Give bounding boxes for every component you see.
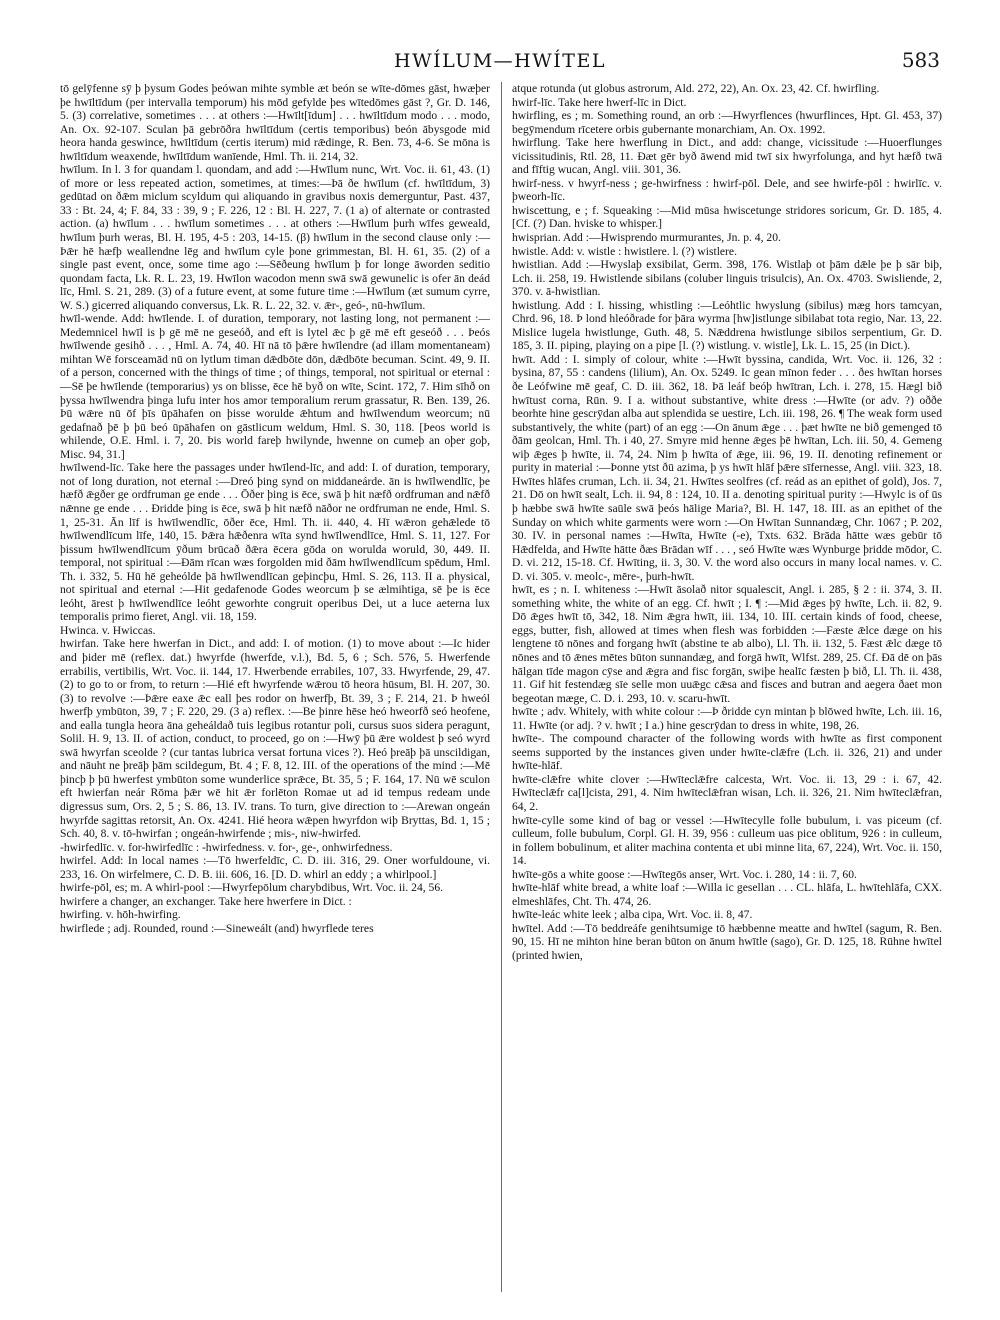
column-divider [501, 82, 502, 1292]
entry: hwistle. Add: v. wistle : hwistlere. l. (?) wistlere. [512, 244, 737, 258]
entry: hwiscettung, e ; f. Squeaking :—Mid mūsa hwiscetunge stridores soricum, Gr. D. 185, 4. [Cf. (?) Dan. hviske to whisper.] [512, 203, 942, 231]
entry: hwīte-hlāf white bread, a white loaf :—Willa ic gesellan . . . CL. hlāfa, L. hwītehlāfa, CXX. elmeshlāfes, Cht. Th. 474, 26. [512, 881, 942, 908]
entry: hwīte-leác white leek ; alba cipa, Wrt. Voc. ii. 8, 47. [512, 908, 753, 922]
running-title: HWÍLUM—HWÍTEL [394, 50, 606, 72]
entry: hwīte-. The compound character of the following words with hwīte as first component seems supported by the instances given under hwīte-clǣfre (Lch. ii. 326, 21) and under hwīte-hlāf. [512, 732, 942, 773]
entry: hwīte ; adv. Whitely, with white colour :—Þ ðridde cyn mintan þ blōwed hwīte, Lch. iii. 16, 11. Hwīte (or adj. ? v. hwīt ; I a.) hine gescrȳdan to dress in white, 198, 26. [512, 705, 942, 732]
entry: hwisprian. Add :—Hwisprendo murmurantes, Jn. p. 4, 20. [512, 231, 781, 245]
entry: hwīte-clǣfre white clover :—Hwīteclǣfre calcesta, Wrt. Voc. ii. 13, 29 : i. 67, 42. Hwīteclǣfr ca[l]cista, 291, 4. Nim hwīteclǣfran wisan, Lch. ii. 326, 21. Nim hwīteclǣfran, 64, 2. [512, 772, 942, 813]
entry: hwirf-līc. Take here hwerf-līc in Dict. [512, 95, 687, 109]
entry: atque rotunda (ut globus astrorum, Ald. 272, 22), An. Ox. 23, 42. Cf. hwirfling. [512, 82, 880, 95]
entry: hwīlum. In l. 3 for quandam l. quondam, and add :—Hwīlum nunc, Wrt. Voc. ii. 61, 43. (1) of more or less repeated action, sometimes, at times:—Þā ðe hwīlum (cf. hwīltīdum, 3) gedūtad on ðǣm miclum scyldum qui aliquando in gravibus noxis demerguntur, Past. 437, 33 : Bt. 24, 4; F. 84, 33 : 39, 9 ; F. 226, 12 : Bl. H. 227, 7. (1 a) of alternate or contrasted action. (a) hwīlum . . . hwīlum sometimes . . . at others :—Hwīlum þurh wīfes geweald, hwīlum þurh weras, Bl. H. 195, 4-5 : 203, 14-15. (β) hwīlum in the second clause only :—Þǣr hē hæfþ weallendne lēg and hwīlum cyle þone grimmestan, Bl. H. 61, 35. (2) of a single past event, once, some time ago :—Sēðeung hwīlum þ for longe āworden seditio quondam facta, Lk. R. L. 23, 19. Hwīlon wacodon menn swā swā gewunelic is ofer ān deád līc, Hml. S. 21, 289. (3) of a future event, at some future time :—Hwīlum (æt sumum cyrre, W. S.) gicerred aliquando conversus, Lk. R. L. 22, 32. v. ǣr-, geó-, nū-hwīlum. [60, 163, 490, 312]
entry: hwirfling, es ; m. Something round, an orb :—Hwyrflences (hwurflinces, Hpt. Gl. 453, 37) begȳmendum rīcetere orbis gubernante monarchiam, An. Ox. 1992. [512, 109, 942, 136]
right-column [512, 82, 942, 1297]
entry: tō gelȳfenne sȳ þ þysum Godes þeówan mihte symble æt beón se wīte-dōmes gāst, hwæþer þe hwīltīdum (per intervalla temporum) his mōd gefylde þes wītedōmes gāst ?, Gr. D. 146, 5. (3) correlative, sometimes . . . at others :—Hwīlt[īdum] . . . hwīltīdum modo . . . modo, An. Ox. 92-107. Sculan þā gebrōðra hwīltīdum (certis temporibus) beón ābysgode mid heora handa geswince, hwīltīdum (certis iterum) mid rǣdinge, R. Ben. 73, 4-6. Se mōna is hwīltīdum weaxende, hwīltīdum wanīende, Hml. Th. ii. 214, 32. [60, 82, 490, 163]
entry: hwīl-wende. Add: hwīlende. I. of duration, temporary, not lasting long, not permanent :—Medemnicel hwīl is þ gē mē ne geseóð, and eft is lytel ǣc þ gē mē eft geseóð . . . Þeós hwīlwende gesihð . . . , Hml. A. 74, 40. Hī nā tō þǣre hwīlendre (ad illam momentaneam) mihtan Wē forsceamād nū on lytlum timan dǣdbōte dōn, dǣdbōte becuman. Scint. 49, 9. II. of a person, concerned with the things of time ; of things, temporal, not spiritual or eternal :—Sē þe hwīlende (temporarius) ys on blisse, ēce hē byð on wīte, Scint. 172, 7. Him sīhð on þyssa hwīlwendra þinga lufu inter hos amor temporalium rerum grassatur, R. Ben. 139, 26. Þū wǣre nū ōf þīs ūpāhafen on þisse worulde ǣhtum and hwīlwendum weorcum; nū gedafnað þē þ þū beó ūpāhafen on gāstlicum weldum, Hml. S. 30, 118. [Þeos world is whilende, O.E. Hml. i. 7, 20. Þis world fareþ hwilynde, hwenne on cumeþ an oþer goþ, Misc. 94, 31.] [60, 312, 490, 461]
entry: hwirflede ; adj. Rounded, round :—Sineweált (and) hwyrflede teres [60, 921, 374, 935]
entry: hwirflung. Take here hwerflung in Dict., and add: change, vicissitude :—Huoerflunges vicissitudinis, Rtl. 28, 11. Ðæt gēr byð āwend mid twī six hwyrfolunga, and hyt hæfð twā and fīftig wucan, Angl. viii. 301, 36. [512, 136, 942, 177]
entry: hwirfel. Add: In local names :—Tō hwerfeldīc, C. D. iii. 316, 29. Oner worfuldoune, vi. 233, 16. On wirfelmere, C. D. B. iii. 606, 16. [D. D. whirl an eddy ; a whirlpool.] [60, 854, 490, 881]
entry: Hwinca. v. Hwiccas. [60, 623, 156, 637]
entry: hwistlung. Add : I. hissing, whistling :—Leóhtlic hwyslung (sibilus) mæg hors tamcyan, Chrd. 96, 18. Þ lond hleóðrade for þāra wyrma [hw]istlunge sibilabat tota regio, Nar. 13, 22. Mislice lugela hwistlunge, Guth. 48, 5. Nǣddrena hwistlunge sibilos serpentium, Gr. D. 185, 3. II. piping, playing on a pipe [l. (?) wistlung. v. wistle], Lk. L. 15, 25 (in Dict.). [512, 298, 942, 353]
entry: hwīte-gōs a white goose :—Hwītegōs anser, Wrt. Voc. i. 280, 14 : ii. 7, 60. [512, 867, 857, 881]
entry: hwīlwend-līc. Take here the passages under hwīlend-līc, and add: I. of duration, temporary, not of long duration, not eternal :—Dreó þing synd on middaneárde. ān is hwīlwendlīc, þe hæfð ǣgðer ge ordfruman ge ende . . . Ōðer þing is ēce, swā þ hit næfð ordfruman and nǣfð nǣnne ge ende . . . Ðridde þing is ēce, swā þ hit næfð nāðor ne ordfruman ne ende, Hml. S. 1, 25-31. Ān līf is hwīlwendlīc, ōðer ēce, Hml. Th. ii. 440, 4. Hī wǣron gehǣlede tō hwīlwendlīcum līfe, 140, 15. Þǣra hǣðenra wīta synd hwīlwendlīce, Hml. S. 11, 127. For þissum hwīlwendlīcum ȳðum brūcað ðǣra ēcera gōda on worulda woruld, 30, 449. II. temporal, not spiritual :—Ðām rīcan wæs forgolden mid ðām hwīlwendlīcum spēdum, Hml. Th. i. 332, 5. Hū hē geheólde þā hwīlwendlīcan geþincþu, Hml. S. 26, 113. II a. physical, not spiritual and eternal :—Hit gedafenode Godes weorcum þ se ælmihtiga, sē þe is ēce leóht, ārest þ hwīlwendlīce leóht geworhte congruit operibus Dei, ut a luce aeterna lux temporalis primo fieret, Angl. vii. 18, 159. [60, 461, 490, 624]
entry: hwistlian. Add :—Hwyslaþ exsibilat, Germ. 398, 176. Wistlaþ ot þām dǣle þe þ sār biþ, Lch. ii. 258, 19. Hwistlende sibilans (coluber linguis trisulcis), An. Ox. 4703. Swisliende, 2, 370. v. ā-hwistlian. [512, 258, 942, 299]
entry: -hwirfedlīc. v. for-hwirfedlīc : -hwirfedness. v. for-, ge-, onhwirfedness. [60, 840, 393, 854]
entry: hwirfere a changer, an exchanger. Take here hwerfere in Dict. : [60, 894, 352, 908]
entry: hwirfing. v. hōh-hwirfing. [60, 908, 181, 922]
running-head [60, 46, 940, 76]
page-number: 583 [901, 48, 940, 72]
entry: hwirfan. Take here hwerfan in Dict., and add: I. of motion. (1) to move about :—Ic hider and þider mē (reflex. dat.) hwyrfde (hwerfde, v.l.), Bd. 5, 6 ; Sch. 576, 5. Hwerfende errabilis, vertibilis, Wrt. Voc. ii. 144, 17. Hwerbende errabiles, 107, 33. Hwyrfende, 29, 47. (2) to go to or from, to return :—Hié eft hwyrfende wǣrou tō heora hūsum, Bl. H. 207, 30. (3) to revolve :—Þǣre eaxe ǣc eall þes rodor on hwerfþ, Bt. 39, 3 ; F. 214, 21. Þ hweól hwerfþ ymbūton, 39, 7 ; F. 220, 29. (3 a) reflex. :—Be þinre hēse heó hweorfð seó heofene, and ealla tungla heora āna geheáldað tuis legibus rotantur poli, cursus suos sidera peragunt, Solil. H. 9, 13. II. of action, conduct, to proceed, go on :—Hwȳ þū ǣre woldest þ seó wyrd swā hwyrfan sceolde ? (cur tantas lubrica versat fortuna vices ?). Heó þreāþ þā unscildigan, and nāuht ne þreāþ þām scildegum, Bt. 4 ; F. 8, 12. III. of the operations of the mind :—Mē þincþ þ þū hwerfest ymbūton some wunderlice sprǣce, Bt. 35, 5 ; F. 164, 17. Nū wē sculon eft hwierfan neár Rōma þǣr wē hit ǣr forlēton Romae ut ad id tempus redeam unde digressus sum, Ors. 2, 5 ; S. 86, 13. IV. trans. To turn, give direction to :—Arewan ongeán hwyrfde sagittas retorsit, An. Ox. 4241. Hié heora wǣpen hwyrfdon wiþ Bryttas, Bd. 1, 15 ; Sch. 40, 8. v. tō-hwirfan ; ongeán-hwirfende ; mis-, niw-hwirfed. [60, 637, 490, 841]
entry: hwīt. Add : I. simply of colour, white :—Hwīt byssina, candida, Wrt. Voc. ii. 126, 32 : bysina, 87, 55 : candens (lilium), An. Ox. 5249. Ic gean mīnon feder . . . ðes hwītan horses ðe Leófwine mē geaf, C. D. iii. 362, 18. Þā leáf beóþ hwītran, Lch. i. 278, 15. Hægl bið hwītust corna, Rūn. 9. I a. without substantive, white dress :—Hwīte (or adv. ?) oððe beorhte hine gescrȳdan alba aut splendida se uestire, Lch. iii. 198, 26. ¶ The weak form used substantively, the white (part) of an egg :—On ānum ǣge . . . þæt hwīte ne bið gemenged tō ðām geolcan, Hml. Th. i 40, 27. Smyre mid henne ǣges þē hwītan, Lch. iii. 50, 4. Gemeng wiþ ǣges þ hwīte, ii. 74, 24. Nim þ hwīta of ǣge, iii. 96, 19. II. denoting refinement or purity in material :—Þonne ytst ðū azima, þ ys hwīt hlāf þǣre sīfernesse, Angl. viii. 323, 18. Hwītes hlāfes cruman, Lch. ii. 34, 21. Hwītes seolfres (cf. reád as an epithet of gold), Jos. 7, 21. Dō on hwīt sealt, Lch. ii. 94, 8 : 124, 10. II a. denoting spiritual purity :—Hwylc is of ūs þ hæbbe swā hwīte saūle swā þeós hālige Maria?, Bl. H. 147, 18. III. as an epithet of the Sunday on which white garments were worn :—On Hwītan Sunnandæg, Chr. 1067 ; P. 202, 30. IV. in personal names :—Hwīta, Hwīte (-e), Txts. 632. Brāda hātte wæs gebūr tō Hǣdfelda, and Hwīte hātte ðæs Brādan wīf . . . , seó Hwīte wæs Wynburge þridde mōdor, C. D. vi. 212, 15-18. Cf. Hwīting, ii. 3, 30. V. the word also occurs in many local names. v. C. D. vi. 305. v. meolc-, mēre-, þurh-hwīt. [512, 352, 942, 583]
entry: hwīte-cylle some kind of bag or vessel :—Hwītecylle folle bubulum, i. vas piceum (cf. culleum, folle bubulum, Corpl. Gl. H. 39, 956 : culleum uas pice oblitum, 926 : in culleum, in follem bobulinum, et aliter machina contenta et ubi minne lita, 67, 224), Wrt. Voc. ii. 150, 14. [512, 813, 942, 868]
entry: hwītel. Add :—Tō beddreáfe genihtsumige tō hæbbenne meatte and hwītel (sagum, R. Ben. 90, 15. Hī ne mihton hine beran būton on ānum hwītle (sago), Gr. D. 125, 18. Rūhne hwītel (printed hwien, [512, 921, 942, 962]
entry: hwīt, es ; n. I. whiteness :—Hwīt āsolað nitor squalescit, Angl. i. 285, § 2 : ii. 374, 3. II. something white, the white of an egg. Cf. hwīt ; I. ¶ :—Mid ǣges þȳ hwīte, Lch. ii. 82, 9. Dō ǣges hwīt tō, 342, 18. Nim ǣgra hwīt, iii. 134, 10. III. certain kinds of food, cheese, eggs, butter, fish, allowed at times when flesh was forbidden :—Fæste ǣlce dæge on his lengtene tō nōnes and forgang hwīt (abstine te ab albo), Ll. Th. ii. 132, 5. Fæst ǣlc dæge tō nōnes and tō ǣnes mētes būton sunnandæg, and forgā hwīt, Wlfst. 289, 25. Cf. Ðā dē on þās hālgan tīde magon cȳse and ǣgra and fisc forgān, swiþe healīc fæsten þ bið, Ll. Th. ii. 438, 11. Gif hit festendæg sīe selle mon uuǣgc cǣsa and fisces and butran and aegera ðaet mon begeotan mæge, C. D. i. 293, 10. v. scaru-hwīt. [512, 583, 942, 705]
entry: hwirfe-pōl, es; m. A whirl-pool :—Hwyrfepōlum charybdibus, Wrt. Voc. ii. 24, 56. [60, 881, 444, 895]
left-column [60, 82, 490, 1297]
entry: hwirf-ness. v hwyrf-ness ; ge-hwirfness : hwirf-pōl. Dele, and see hwirfe-pōl : hwirlīc. v. þweorh-līc. [512, 176, 942, 204]
